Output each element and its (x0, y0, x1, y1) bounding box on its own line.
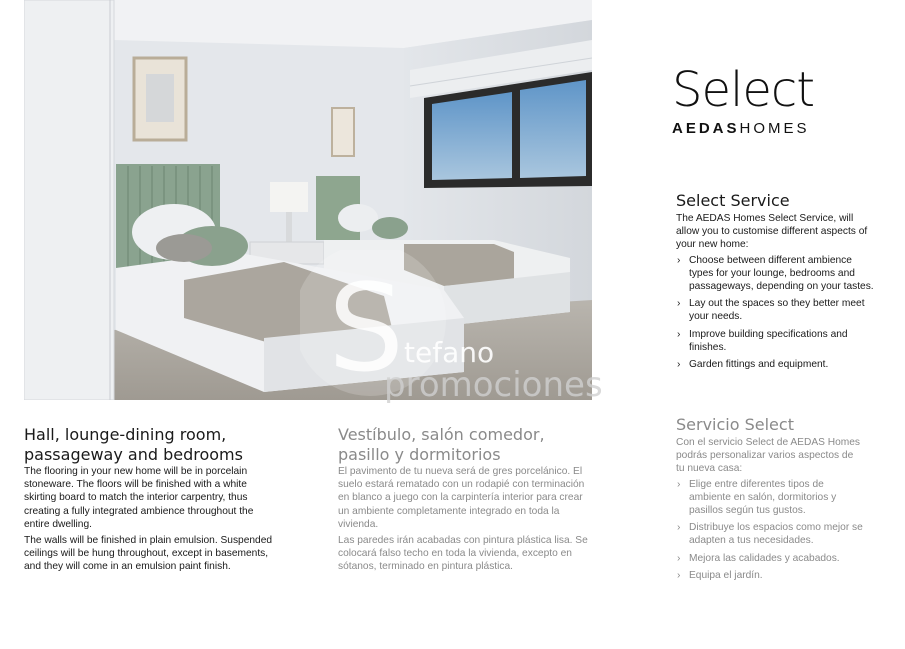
bullet-chevron-icon: › (677, 328, 681, 340)
list-item: › Mejora las calidades y acabados. (677, 552, 840, 564)
main-para2-spanish: Las paredes irán acabadas con pintura plástica lisa. Se colocará falso techo en toda la vivienda, excepto en sótanos, terminado en pintura plástica. (338, 535, 588, 573)
list-item: › Lay out the spaces so they better meet your needs. (677, 298, 865, 323)
watermark-letter: S (328, 260, 405, 399)
main-column-spanish (338, 425, 594, 574)
list-item: › Improve building specifications and finishes. (677, 328, 848, 353)
main-title-spanish-line2: pasillo y dormitorios (338, 445, 501, 464)
brand-logo (672, 62, 872, 137)
watermark-line2: promociones (384, 365, 603, 405)
bullet-chevron-icon: › (677, 552, 681, 564)
select-service-list (676, 254, 876, 372)
bullet-chevron-icon: › (677, 522, 681, 534)
list-item: › Equipa el jardín. (677, 569, 763, 581)
main-para1-spanish: El pavimento de tu nueva será de gres porcelánico. El suelo estará rematado con un rodapié con terminación en blanco a juego con la carpintería interior para crear un ambiente completamente integrado en toda la vivienda. (338, 466, 585, 530)
main-title-spanish-line1: Vestíbulo, salón comedor, (338, 425, 545, 444)
brand-sub-bold: AEDAS (672, 120, 740, 137)
select-service-intro: The AEDAS Homes Select Service, will allow you to customise different aspects of your new home: (676, 213, 868, 251)
select-service-spanish (676, 415, 864, 586)
list-item: › Garden fittings and equipment. (677, 359, 829, 371)
brand-title: Select (672, 62, 815, 118)
bullet-chevron-icon: › (677, 569, 681, 581)
select-service-title: Select Service (676, 191, 790, 210)
brand-subtitle (672, 120, 872, 137)
bedroom-illustration (24, 0, 592, 400)
main-title-spanish (338, 425, 594, 465)
main-para2-english: The walls will be finished in plain emulsion. Suspended ceilings will be hung throughout, except in basements, and they will come in an emulsion paint finish. (24, 535, 273, 573)
list-item: › Elige entre diferentes tipos de ambiente en salón, dormitorios y pasillos según tus gustos. (677, 478, 837, 517)
list-item: › Distribuye los espacios como mejor se adapten a tus necesidades. (677, 522, 863, 547)
servicio-select-list (676, 478, 864, 582)
main-column-english (24, 425, 278, 574)
bedroom-photo (24, 0, 592, 400)
main-para1-english: The flooring in your new home will be in porcelain stoneware. The floors will be finished with a white skirting board to match the interior carpentry, thus creating a fully integrated ambience throughout the entire dwelling. (24, 466, 254, 530)
bullet-chevron-icon: › (677, 478, 681, 490)
main-title-english (24, 425, 278, 465)
servicio-select-intro: Con el servicio Select de AEDAS Homes podrás personalizar varios aspectos de tu nueva casa: (676, 437, 861, 475)
bullet-chevron-icon: › (677, 298, 681, 310)
list-item: › Choose between different ambience types for your lounge, bedrooms and passageways, depending on your tastes. (677, 254, 874, 293)
bullet-chevron-icon: › (677, 359, 681, 371)
select-service-english (676, 191, 876, 375)
main-title-english-line1: Hall, lounge-dining room, (24, 425, 227, 444)
main-title-english-line2: passageway and bedrooms (24, 445, 243, 464)
servicio-select-title: Servicio Select (676, 415, 794, 434)
watermark-line1: tefano (404, 336, 495, 369)
bullet-chevron-icon: › (677, 254, 681, 266)
brand-sub-light: HOMES (739, 120, 810, 137)
